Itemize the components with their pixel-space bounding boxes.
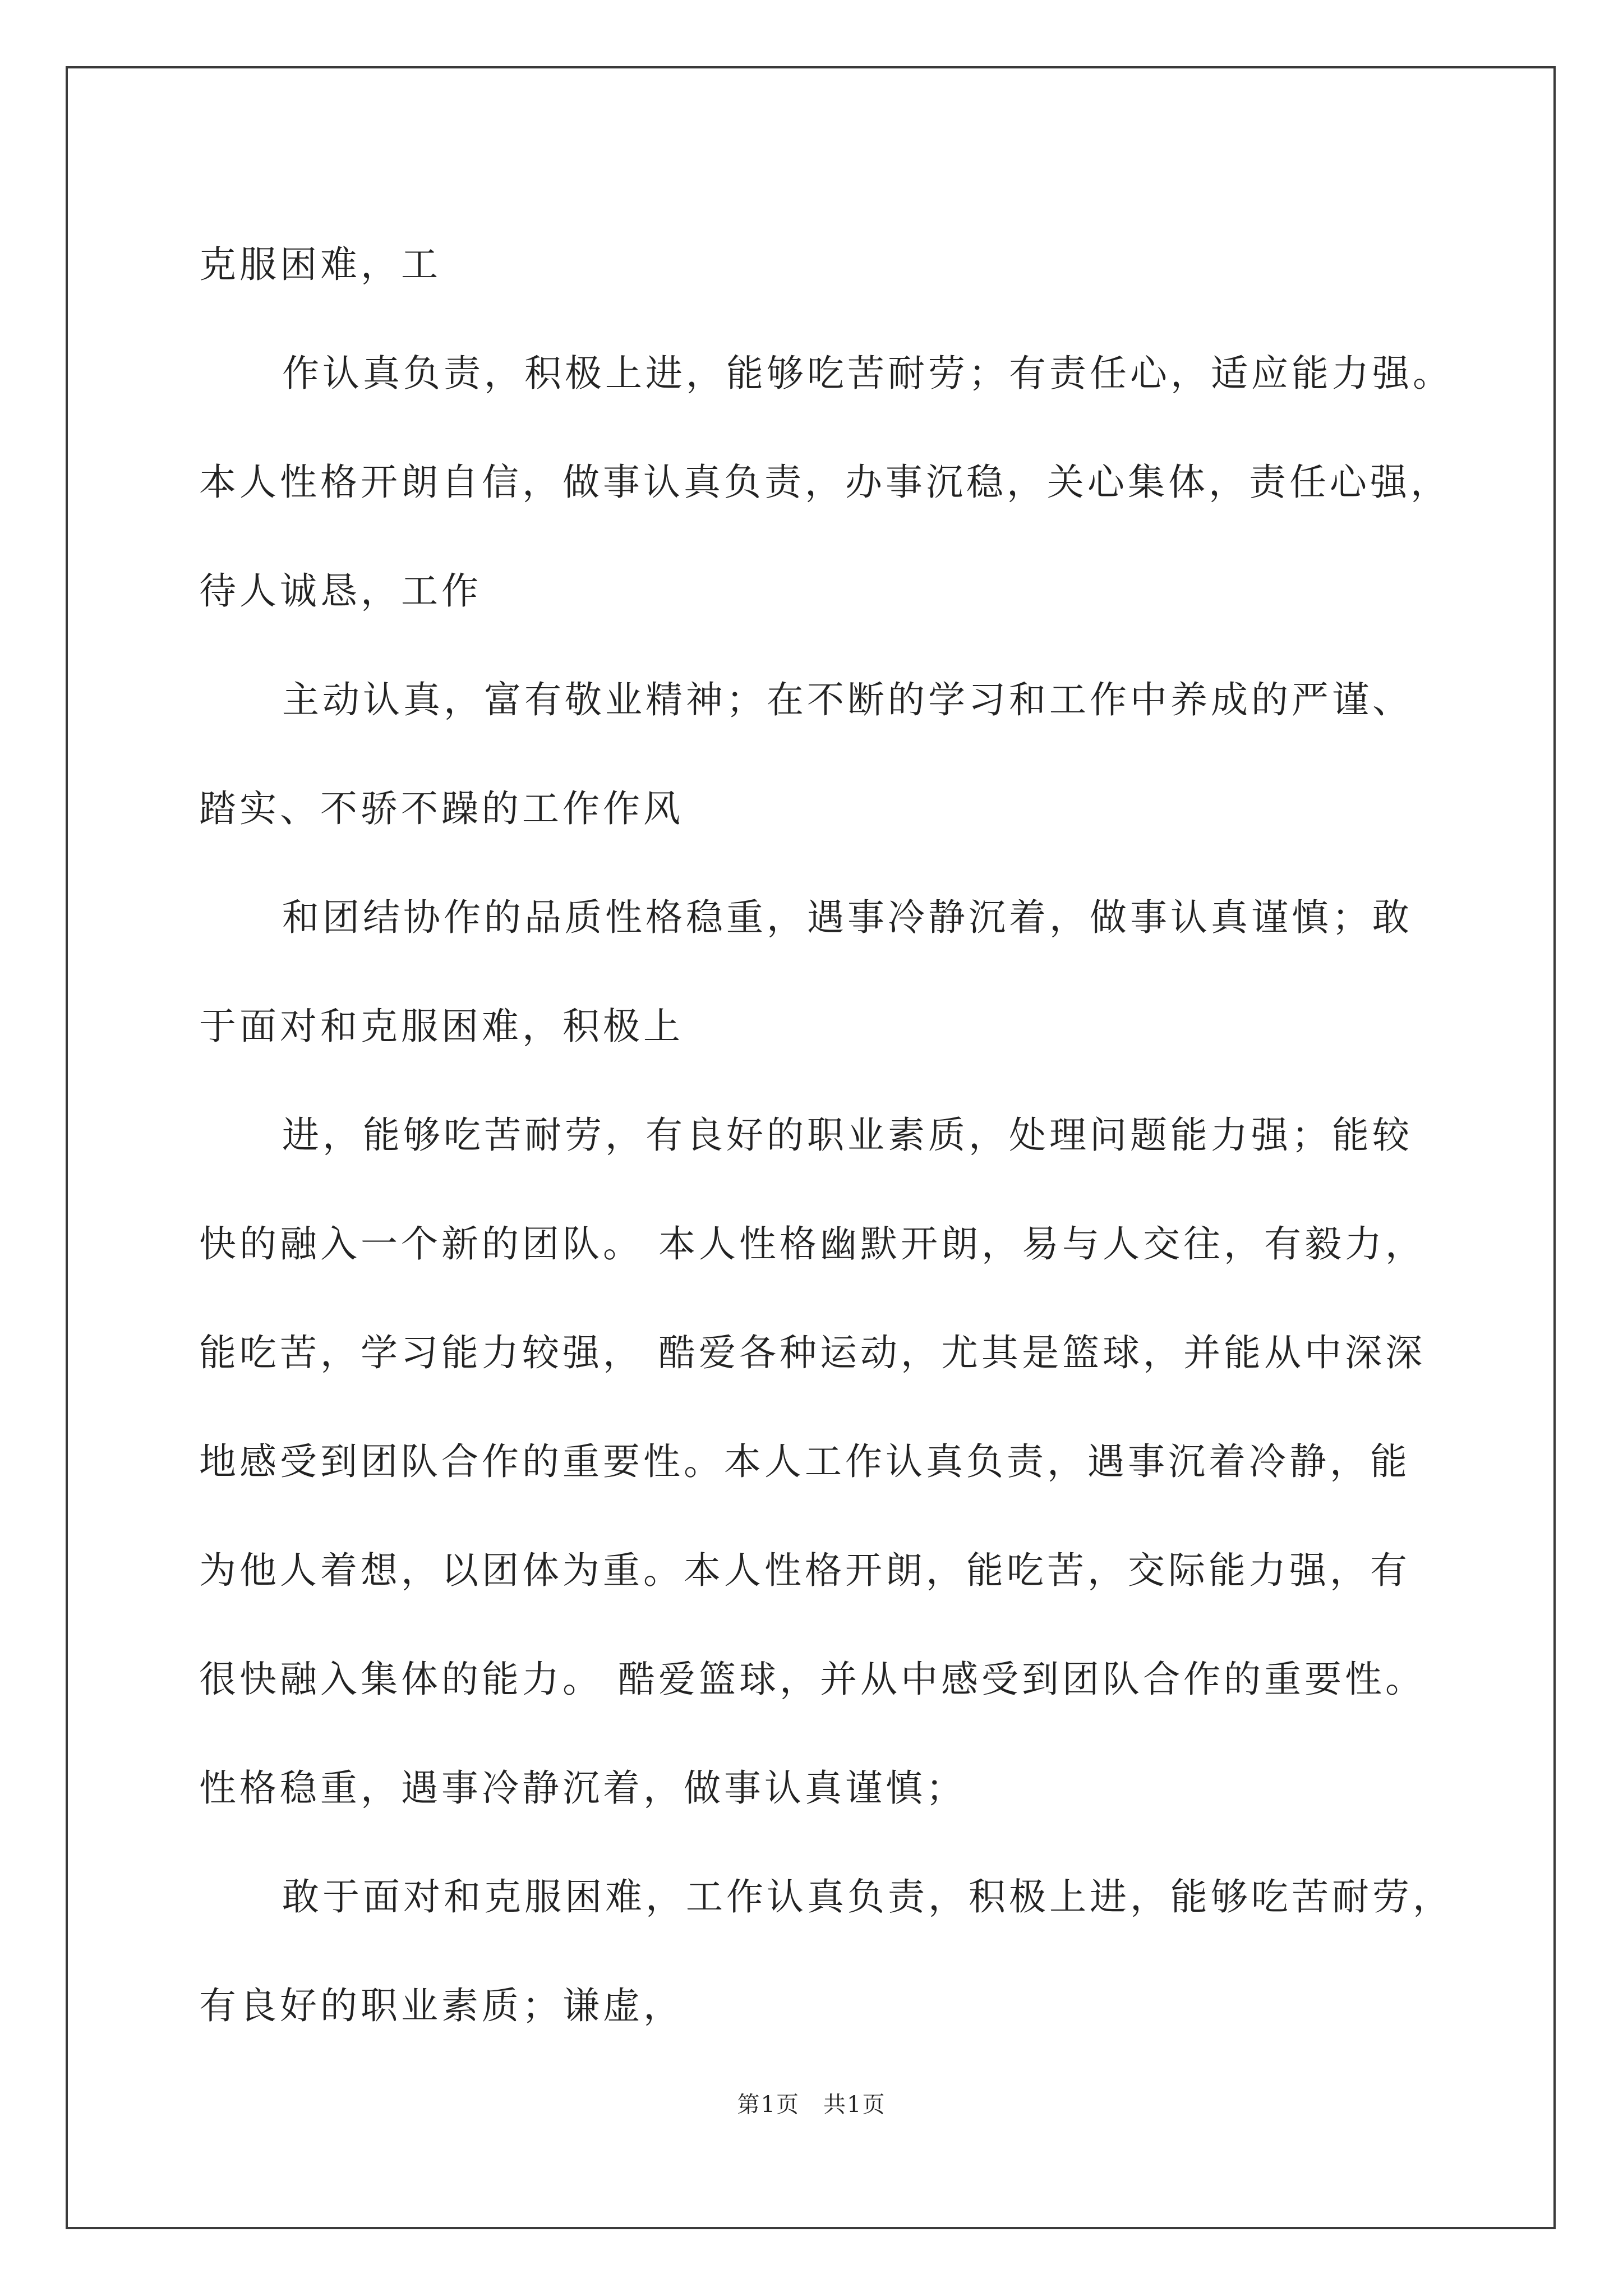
text-line: 有良好的职业素质；谦虚，: [199, 1984, 684, 2027]
text-line: 主动认真，富有敬业精神；在不断的学习和工作中养成的严谨、: [282, 678, 1413, 721]
text-line: 和团结协作的品质性格稳重，遇事冷静沉着，做事认真谨慎；敢: [282, 896, 1413, 939]
text-line: 地感受到团队合作的重要性。本人工作认真负责，遇事沉着冷静，能: [199, 1440, 1410, 1483]
text-line: 本人性格开朗自信，做事认真负责，办事沉稳，关心集体，责任心强，: [199, 461, 1451, 504]
text-line: 很快融入集体的能力。 酷爱篮球，并从中感受到团队合作的重要性。: [199, 1658, 1426, 1701]
text-line: 快的融入一个新的团队。 本人性格幽默开朗，易与人交往，有毅力，: [199, 1222, 1426, 1266]
document-body: [199, 210, 1461, 2060]
page-number-footer: 第1页 共1页: [737, 2092, 886, 2118]
text-line: 待人诚恳，工作: [199, 569, 482, 613]
text-line: 踏实、不骄不躁的工作作风: [199, 787, 684, 830]
text-line: 为他人着想，以团体为重。本人性格开朗，能吃苦，交际能力强，有: [199, 1549, 1410, 1592]
text-line: 性格稳重，遇事冷静沉着，做事认真谨慎；: [199, 1766, 966, 1810]
text-line: 克服困难，工: [199, 243, 441, 286]
text-line: 作认真负责，积极上进，能够吃苦耐劳；有责任心，适应能力强。: [282, 352, 1453, 395]
text-line: 于面对和克服困难，积极上: [199, 1005, 684, 1048]
text-line: 敢于面对和克服困难，工作认真负责，积极上进，能够吃苦耐劳，: [282, 1875, 1453, 1918]
text-line: 能吃苦，学习能力较强， 酷爱各种运动，尤其是篮球，并能从中深深: [199, 1331, 1426, 1374]
text-line: 进，能够吃苦耐劳，有良好的职业素质，处理问题能力强；能较: [282, 1114, 1413, 1157]
